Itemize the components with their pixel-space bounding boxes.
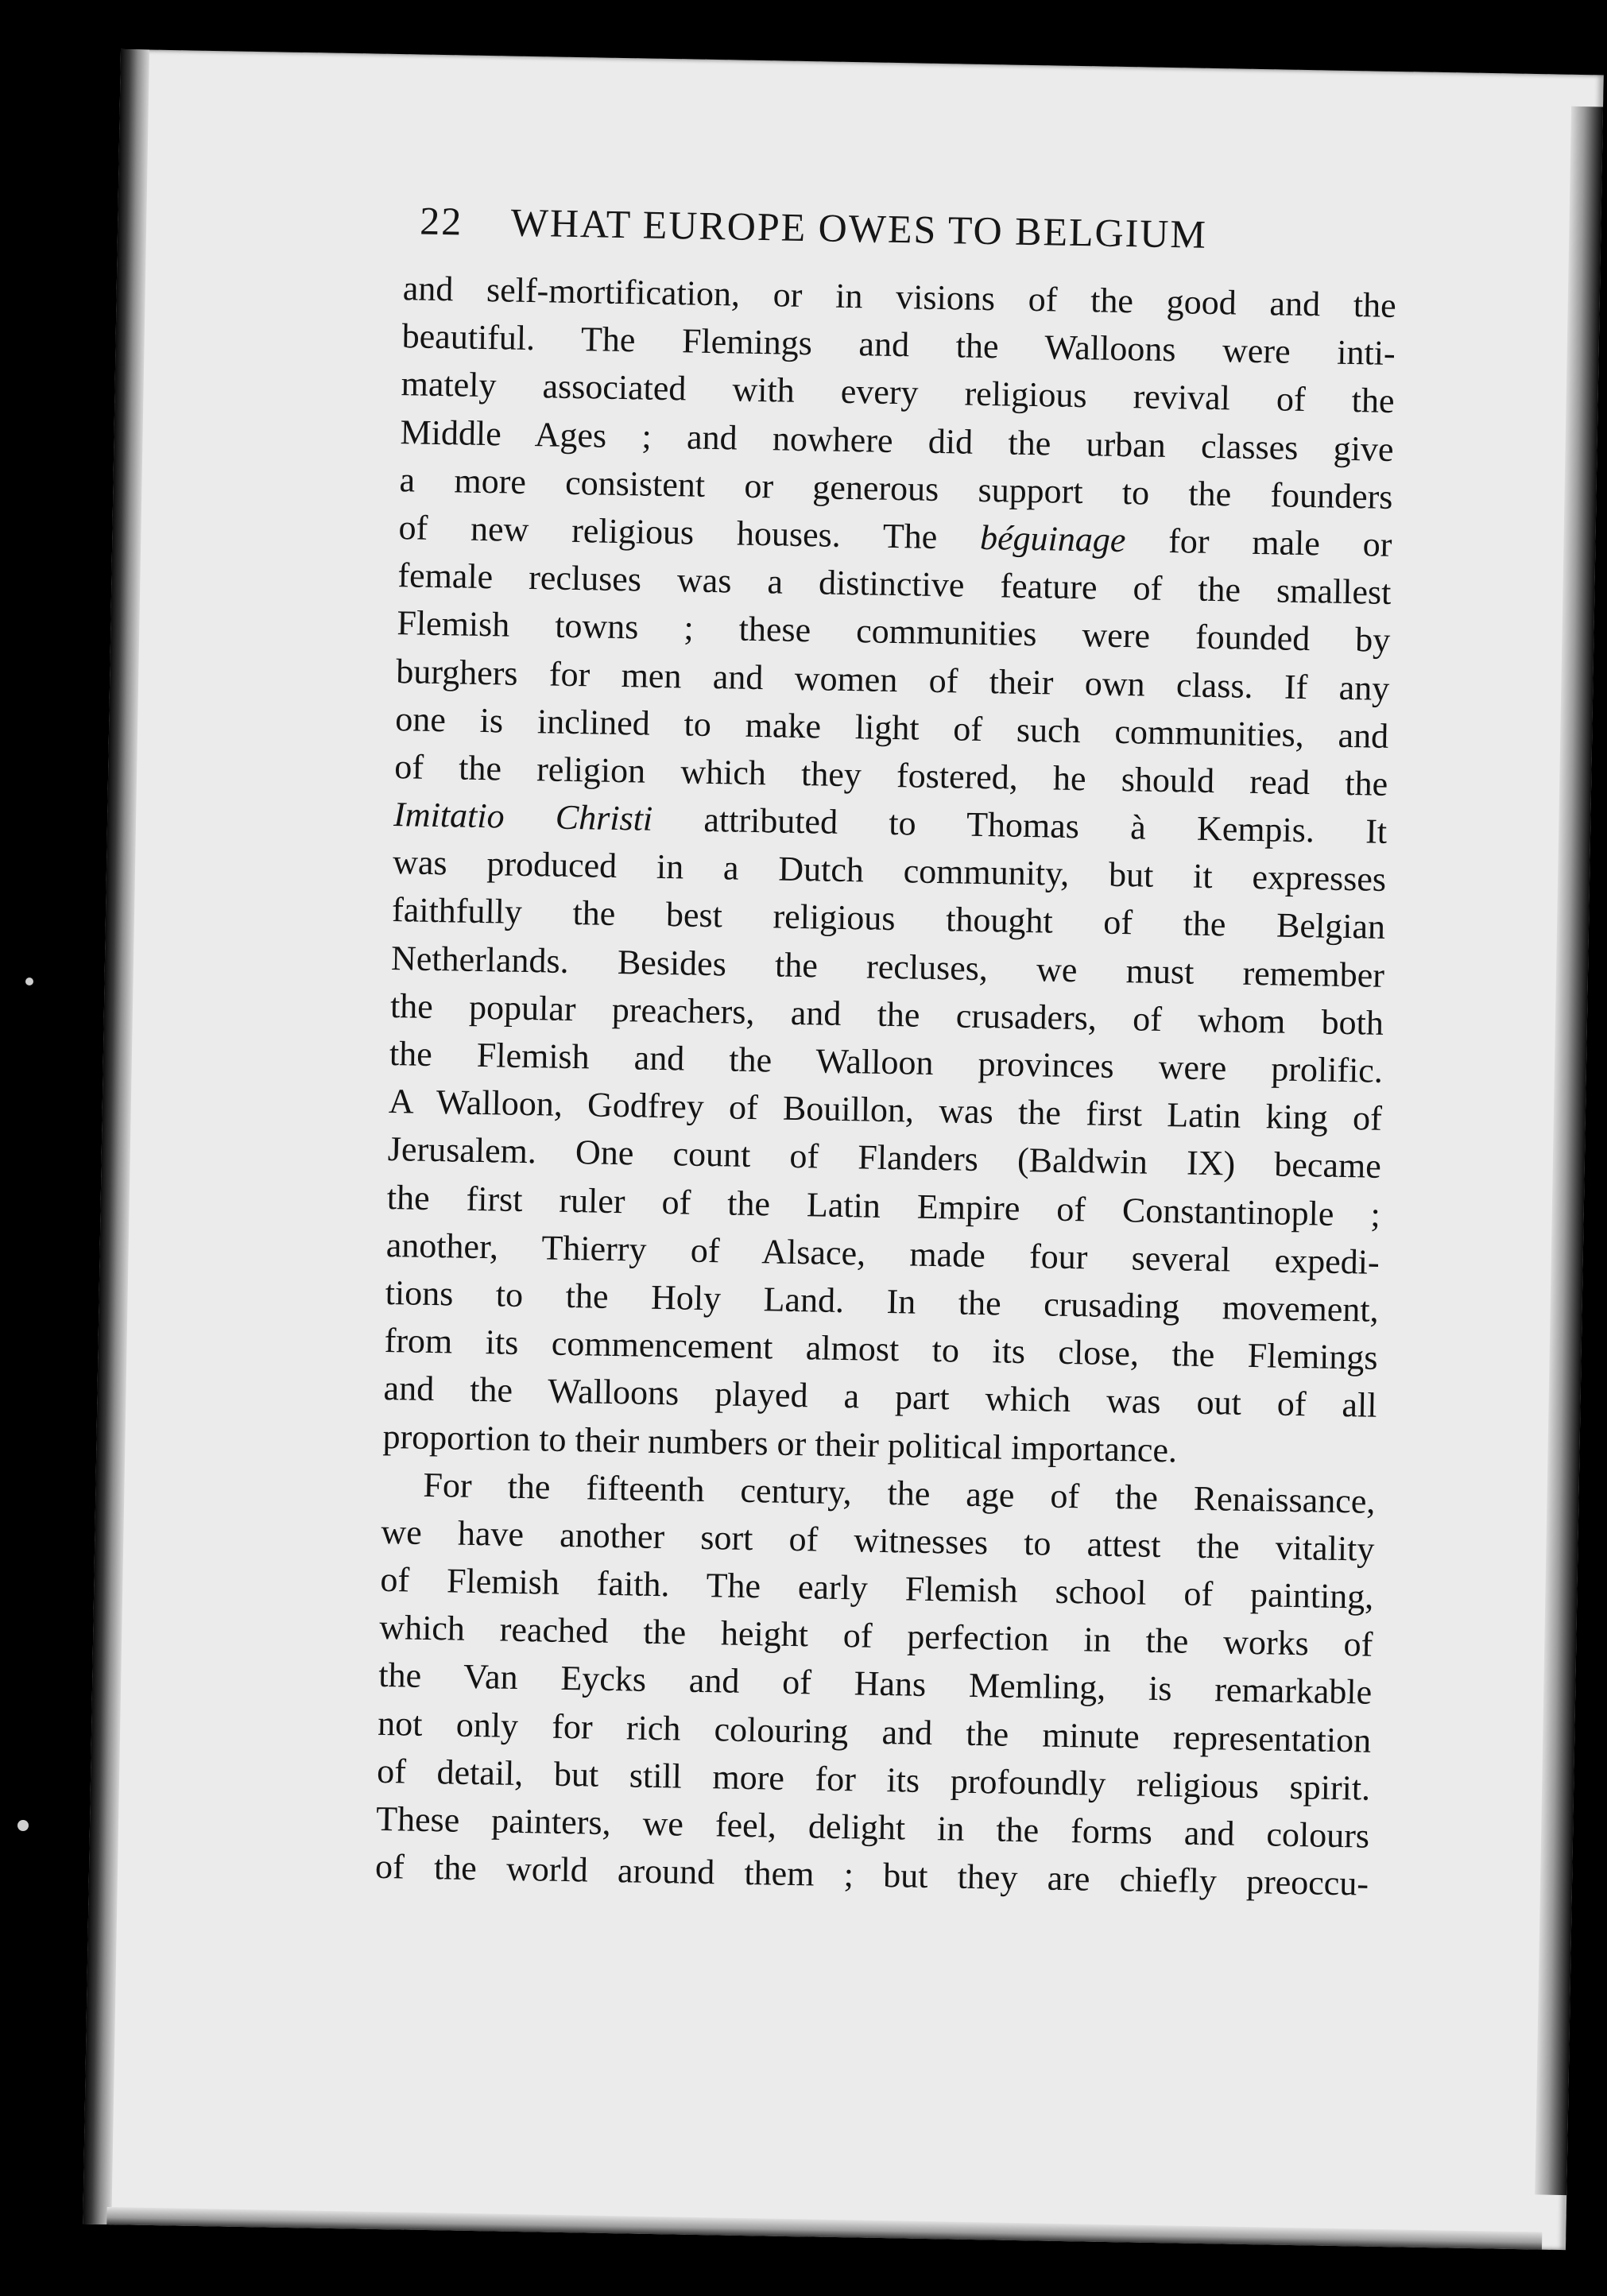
text-line: beautiful. The Flemings and the Walloons were inti- xyxy=(401,316,1396,374)
text-line: Flemish towns ; these communities were founded by xyxy=(397,603,1391,660)
text-line: a more consistent or generous support to the founders xyxy=(399,459,1393,517)
left-page-edge xyxy=(83,49,149,2224)
text-run: of new religious houses. The xyxy=(398,508,981,557)
text-line: the first ruler of the Latin Empire of Constantinople ; xyxy=(386,1177,1381,1234)
text-line: A Walloon, Godfrey of Bouillon, was the first Latin king of xyxy=(388,1082,1383,1139)
text-run: attributed to Thomas à Kempis. It xyxy=(652,799,1388,851)
text-line: burghers for men and women of their own class. If any xyxy=(396,651,1390,708)
text-line: of the world around them ; but they are chiefly preoccu- xyxy=(374,1847,1369,1903)
text-line: These painters, we feel, delight in the forms and colours xyxy=(375,1798,1370,1856)
text-line: proportion to their numbers or their political importance. xyxy=(382,1416,1178,1469)
text-line: For the fifteenth century, the age of the Renaissance, xyxy=(423,1465,1376,1521)
text-line: the popular preachers, and the crusaders, of whom both xyxy=(389,985,1384,1043)
text-line: we have another sort of witnesses to attest the vitality xyxy=(381,1512,1375,1569)
right-page-edge xyxy=(1535,106,1603,2195)
text-line: of detail, but still more for its profoundly religious spirit. xyxy=(376,1751,1371,1808)
text-line: from its commencement almost to its close, the Flemings xyxy=(384,1321,1378,1377)
text-line: Middle Ages ; and nowhere did the urban classes give xyxy=(400,412,1394,469)
text-line: which reached the height of perfection in the works of xyxy=(378,1608,1373,1664)
text-line: Jerusalem. One count of Flanders (Baldwin IX) became xyxy=(387,1129,1382,1187)
text-line: faithfully the best religious thought of the Belgian xyxy=(391,890,1386,947)
italic-term: Imitatio Christi xyxy=(393,795,653,838)
body-text xyxy=(375,265,1397,1908)
text-line: tions to the Holy Land. In the crusading movement, xyxy=(385,1272,1380,1330)
text-line: and the Walloons played a part which was out of all xyxy=(383,1369,1377,1426)
text-line: the Van Eycks and of Hans Memling, is remarkable xyxy=(378,1655,1373,1713)
book-page xyxy=(83,49,1603,2250)
italic-term: béguinage xyxy=(979,517,1126,560)
text-line: the Flemish and the Walloon provinces were prolific. xyxy=(389,1034,1384,1090)
text-line: of Flemish faith. The early Flemish school of painting, xyxy=(380,1559,1374,1616)
scan-speck xyxy=(25,978,33,985)
text-run: for male or xyxy=(1125,521,1392,564)
scan-speck xyxy=(17,1820,29,1831)
page-number: 22 xyxy=(419,198,463,244)
text-line: was produced in a Dutch community, but it expresses xyxy=(392,842,1387,900)
text-line: of the religion which they fostered, he should read the xyxy=(393,746,1388,803)
text-line: not only for rich colouring and the minute representation xyxy=(377,1703,1372,1760)
text-line: female recluses was a distinctive feature of the smallest xyxy=(397,556,1392,613)
running-title: WHAT EUROPE OWES TO BELGIUM xyxy=(510,199,1208,257)
text-line: mately associated with every religious revival of the xyxy=(401,364,1395,421)
text-line: Netherlands. Besides the recluses, we must remember xyxy=(390,938,1385,995)
running-head xyxy=(420,198,1454,262)
bottom-page-edge xyxy=(106,2207,1542,2250)
text-line: and self-mortification, or in visions of the good and the xyxy=(402,269,1397,325)
text-line: another, Thierry of Alsace, made four several expedi- xyxy=(385,1225,1380,1282)
text-line: one is inclined to make light of such communities, and xyxy=(394,699,1389,756)
